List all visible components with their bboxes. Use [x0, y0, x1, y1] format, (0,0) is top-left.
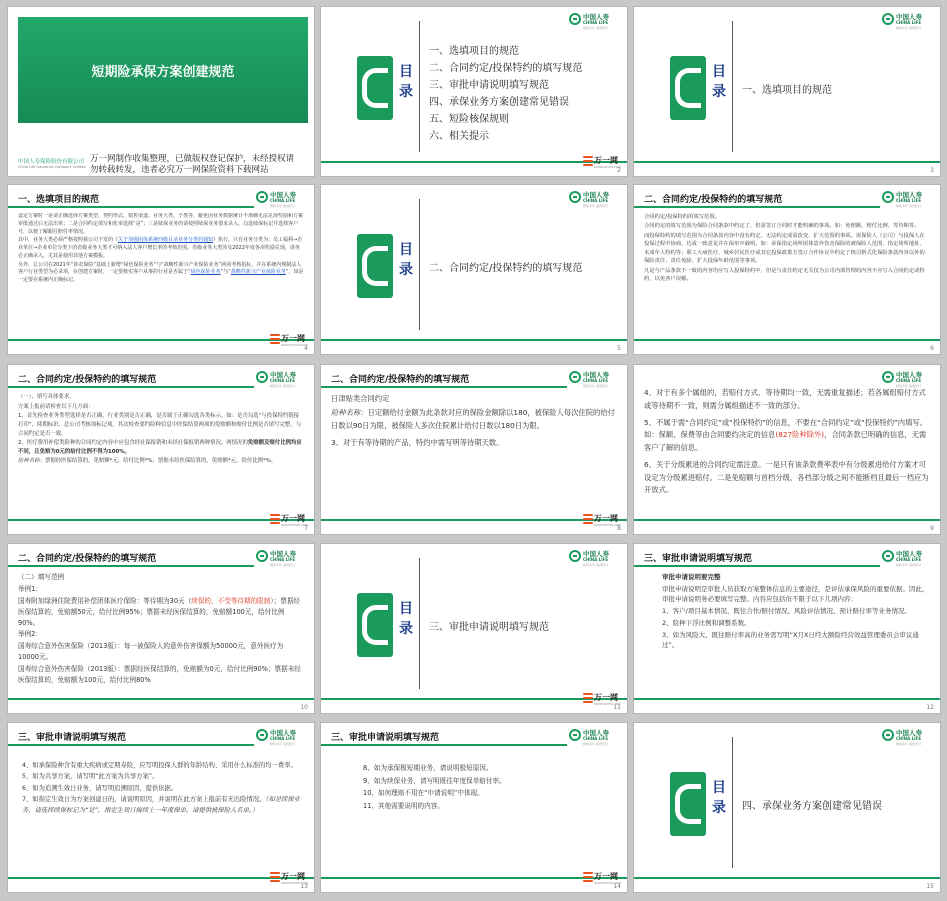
footer-rule [634, 877, 940, 879]
list-item: 11、其他需要说明的内容。 [363, 801, 444, 810]
toc-c-icon [670, 56, 706, 120]
paragraph: 审批申请说明是审批人员获取方案整体信息的主要途径，是评估承保风险的重要依据。因此，审批申请说明务必要填写完整。内容应包括但不限于以下几项内容： [662, 584, 929, 604]
wanyiwang-logo: 万一网 WWW.WY5W.COM [583, 155, 619, 170]
page-number: 12 [926, 704, 934, 711]
paragraph: 国寿附加绿洲住院费用补偿团体医疗保险：等待期为30天（续保的，不受等待期的限制）；票据经医保结算的，免赔额50元，给付比例95%；票据未经医保结算的，免赔额100元，给付比例90%。 [18, 596, 301, 627]
slide-13-content[interactable] [7, 722, 315, 893]
section-title: 三、审批申请说明填写规范 [429, 622, 549, 633]
footer-rule [8, 519, 314, 521]
slide-header: 二、合同约定/投保特约的填写规范 [8, 365, 314, 391]
china-life-logo: 中国人寿 CHINA LIFE 相知多年 值得托付 [882, 189, 934, 211]
slide-header: 二、合同约定/投保特约的填写规范 [8, 544, 314, 570]
slide-6-content[interactable] [633, 184, 941, 355]
toc-c-icon [357, 56, 393, 120]
slide-body [662, 572, 930, 695]
slide-11-section[interactable] [320, 543, 628, 714]
china-life-logo: 中国人寿 CHINA LIFE 相知多年 值得托付 [569, 189, 621, 211]
page-number: 14 [613, 883, 621, 890]
toc-item[interactable]: 三、审批申请说明填写规范 [429, 80, 549, 91]
paragraph: 凡是与产品条款不一致的内容均应写入投保特约中，但是与责任约定无关仅为公司内部管理的内容不应写入合同约定或特约，以免客户误解。 [644, 267, 925, 283]
china-life-logo: 中国人寿 CHINA LIFE 相知多年 值得托付 [569, 548, 621, 570]
slide-body [331, 393, 617, 516]
company-name: 中国人寿保险股份有限公司 [18, 159, 85, 165]
page-number: 8 [617, 525, 621, 532]
toc-heading: 目录 [712, 780, 726, 816]
toc-heading: 目录 [712, 64, 726, 100]
slide-body [18, 393, 304, 516]
wanyiwang-logo: 万一网 WWW.WY5W.COM [270, 333, 306, 348]
company-name-en: China Life Insurance Company Limited [18, 165, 86, 169]
toc-item[interactable]: 五、短险核保规则 [429, 114, 509, 125]
china-life-logo: 中国人寿 CHINA LIFE 相知多年 值得托付 [882, 548, 934, 570]
china-life-logo: 中国人寿 CHINA LIFE 相知多年 值得托付 [256, 369, 308, 391]
slide-4-content[interactable] [7, 184, 315, 355]
footer-rule [634, 161, 940, 163]
divider [419, 21, 420, 152]
wanyiwang-logo: 万一网 WWW.WY5W.COM [270, 871, 306, 886]
slide-2-toc[interactable] [320, 6, 628, 177]
page-number: 13 [300, 883, 308, 890]
footer-rule [634, 698, 940, 700]
paragraph: （二）填写范例 [18, 573, 65, 581]
footer-rule [8, 877, 314, 879]
slide-header: 二、合同约定/投保特约的填写规范 [634, 185, 940, 211]
toc-heading: 目录 [399, 601, 413, 637]
paragraph: 6、如为追溯生效日业务，请写明追溯原因，提供依据。 [22, 784, 178, 792]
paragraph: 2、医疗费用补偿类险种的合同约定内容中应包含经社保报销和未经社保报销两种情况，两情况的免赔额及赔付比例均应不同，且免赔为0元的给付比例不得为100%。 [18, 440, 302, 455]
page-number: 7 [304, 525, 308, 532]
slide-header: 一、选填项目的规范 [8, 185, 314, 211]
footer-rule [321, 161, 627, 163]
china-life-logo: 中国人寿 CHINA LIFE 相知多年 值得托付 [882, 369, 934, 391]
slide-3-section[interactable] [633, 6, 941, 177]
china-life-logo: 中国人寿 CHINA LIFE 相知多年 值得托付 [882, 11, 934, 33]
page-number: 9 [930, 525, 934, 532]
slide-body [22, 761, 304, 874]
wanyiwang-logo: 万一网 WWW.WY5W.COM [583, 871, 619, 886]
paragraph: 其中，业务大类必须严格按照我公司下发的《关于加强团体系统四级目录业务分类的通知》执行，只有业务分类为：员工福利→企业单位→企业单位分类下的省级业务大类才可纳入法人客户增长率的考核范围。省级业务大类涉及2022年度各项奖励兑现，请务必正确录入，尤其是使用其他方案模板。 [18, 237, 303, 259]
page-number: 2 [617, 167, 621, 174]
paragraph: 国寿综合意外伤害保险（2013版）：每一被保险人的意外伤害保额为50000元，意外医疗为10000元。 [18, 642, 284, 662]
page-number: 10 [300, 704, 308, 711]
slide-body [18, 572, 304, 695]
china-life-logo: 中国人寿 CHINA LIFE 相知多年 值得托付 [569, 727, 621, 749]
page-number: 11 [613, 704, 621, 711]
paragraph: 1、客户/项目基本情况、既往合作/赔付情况、风险评估情况、预计赔付率等业务情况。 [662, 607, 912, 616]
paragraph: 2、险种下浮比例和调整系数。 [662, 618, 751, 627]
divider [419, 558, 420, 689]
china-life-logo: 中国人寿 CHINA LIFE 相知多年 值得托付 [569, 369, 621, 391]
footer-rule [634, 519, 940, 521]
paragraph: 7、如指定生效日为方案创建日的，请说明原因，并说明在此方案上报前有无出险情况。（如是续保业务，请选择续保标记为“是”，指定生效日接续上一年度保单，请提供被保险人名单。） [22, 796, 300, 814]
footer-rule [321, 339, 627, 341]
slide-body [363, 763, 617, 874]
china-life-logo: 中国人寿 CHINA LIFE 相知多年 值得托付 [256, 727, 308, 749]
list-item: 9、如为续保业务，请写明既往年度保单赔付率。 [363, 776, 506, 785]
divider [732, 737, 733, 868]
paragraph: 险种名称：日定额给付金额为此条款对应的保险金额除以180，被保险人每次住院的给付日数以90日为限，被保险人多次住院累计给付日数以180日为限。 [331, 407, 615, 430]
paragraph: 3、对于有等待期的产品，特约中需写明等待期天数。 [331, 438, 504, 448]
paragraph: 6、关于分级累进的合同约定需注意。一是只有该条款费率表中有分级累进给付方案才可设定为分级累进赔付。二是免赔额与首档分级、各档部分级之间不能断档且最后一档应为开放式。 [644, 459, 929, 495]
paragraph: 险种名称：票据经医保结算的，免赔额*元，给付比例*%；票据未经医保结算的，免赔额*元，给付比例*%。 [18, 458, 277, 465]
list-item: 8、如为承保极短期业务，请说明极短原因。 [363, 764, 493, 772]
paragraph: 1、首先检查业务类型选择是否正确，行业类别是否正确，是否属于正确勾选各类标示。如：是否勾选“与投保特约链接打印”、续期标识、总公司考核项标记项。其次检查要约险种信息中医保结算两项的免赔额和赔付比例是否填写完整，与合同约定是否一致。 [18, 413, 302, 437]
footer-rule [634, 339, 940, 341]
paragraph: 5、不属于需“合同约定”或“投保特约”的信息，不要在“合同约定”或“投保特约”内填写。如：保额、保费等由合同要约决定的信息(827险种除外)，合同条款已明确的信息，无需客户了解的信息。 [644, 417, 927, 453]
footer-rule [321, 877, 627, 879]
footer-rule [8, 339, 314, 341]
page-number: 3 [930, 167, 934, 174]
section-title: 二、合同约定/投保特约的填写规范 [429, 263, 583, 274]
toc-heading: 目录 [399, 242, 413, 278]
notice-link[interactable]: 关于加强团体系统四级目录业务分类的通知 [118, 237, 214, 244]
paragraph: 日津贴类合同约定 [331, 394, 390, 403]
section-title: 一、选填项目的规范 [742, 85, 832, 96]
paragraph: 另外，总公司在2021年“涉农保险”基础上新增“绿色保险业务”与“战略性新兴产业保险业务”两项考核指标，并在系统内规制法人客户行业类型为必录项，在创建方案时，一定要核实客户从事的行业是否属于“绿色保险业务”与“战略性新兴产业保险业务”，如是一定要在系统内正确标记。 [18, 261, 304, 283]
slide-12-content[interactable] [633, 543, 941, 714]
paragraph: 方案上报前请检查以下几方面： [18, 403, 94, 410]
slide-body [644, 387, 930, 516]
slide-9-content[interactable] [633, 364, 941, 535]
paragraph: 5、如为共享方案，请写明“此方案为共享方案”。 [22, 773, 159, 781]
paragraph: 举例2： [18, 630, 42, 639]
paragraph: 审批申请说明要完整 [662, 573, 721, 581]
toc-list [429, 43, 582, 145]
divider [732, 21, 733, 152]
slide-header: 二、合同约定/投保特约的填写规范 [321, 365, 627, 391]
slide-body [644, 213, 930, 336]
paragraph: 4、如承保险种含有重大疾病或定期寿险，应写明投保人群的年龄结构、采用什么标准的均一费率。 [22, 762, 297, 769]
copyright-note: 万一网制作收集整理，已做版权登记保护，未经授权请勿转载转发，违者必究万一网保险资料下载网站 [90, 154, 295, 176]
wanyiwang-logo: 万一网 WWW.WY5W.COM [583, 692, 619, 707]
section-title: 四、承保业务方案创建常见错误 [742, 801, 882, 812]
divider [419, 199, 420, 330]
slide-1-cover[interactable] [7, 6, 315, 177]
paragraph: 而投保特约的填写范围为合同条款内容中没有约定，无法约定或需改变、扩大范围的事项。需保险人（公司）与投保人在投保过程中协商，达成一致意见并在保单中载明。如：承保指定场所团体意外伤害保险的被保险人范围、指定场所地址、未成年人特约等；职工大病医疗、城乡居民医疗或其它投保政策方签订合作协议中约定了核司格式化保险条款内容以外的保险责任、责任免除、扩大投保年龄范围等事项。 [644, 232, 925, 265]
footer-rule [321, 519, 627, 521]
paragraph: 合同约定的填写范围为保险合同条款中约定了，但需签订合同时才能明确的事项。如：免赔额、赔付比例、等待期等。 [644, 223, 920, 230]
toc-c-icon [357, 234, 393, 298]
slide-header: 三、审批申请说明填写规范 [634, 544, 940, 570]
slide-5-section[interactable] [320, 184, 628, 355]
toc-item[interactable]: 二、合同约定/投保特约的填写规范 [429, 63, 583, 74]
toc-c-icon [357, 593, 393, 657]
green-insurance-link[interactable]: 绿色保险业务 [190, 269, 221, 276]
paragraph: 合同约定/投保特约的填写范围。 [644, 214, 720, 220]
paragraph: （一）、填写具体要求。 [18, 394, 75, 400]
slide-7-content[interactable] [7, 364, 315, 535]
wanyiwang-logo: 万一网 WWW.WY5W.COM [583, 513, 619, 528]
page-number: 4 [304, 345, 308, 352]
toc-item[interactable]: 六、相关提示 [429, 131, 489, 142]
list-item: 10、如何理赔不用在“申请说明”中体现。 [363, 789, 484, 798]
slide-header: 三、审批申请说明填写规范 [8, 723, 314, 749]
cover-title: 短期险承保方案创建规范 [91, 65, 235, 80]
slide-10-content[interactable] [7, 543, 315, 714]
slide-15-section[interactable] [633, 722, 941, 893]
page-number: 6 [930, 345, 934, 352]
china-life-logo: 中国人寿 CHINA LIFE 相知多年 值得托付 [256, 189, 308, 211]
toc-heading: 目录 [399, 64, 413, 100]
paragraph: 国寿综合意外伤害保险（2013版）：票据经医保结算的，免赔额为0元，给付比例90%；票据未经医保结算的，免赔额为100元，给付比例80% [18, 665, 301, 684]
china-life-logo: 中国人寿 CHINA LIFE 相知多年 值得托付 [882, 727, 934, 749]
slide-14-content[interactable] [320, 722, 628, 893]
wanyiwang-logo: 万一网 WWW.WY5W.COM [270, 513, 306, 528]
toc-item[interactable]: 一、选填项目的规范 [429, 46, 519, 57]
toc-c-icon [670, 772, 706, 836]
footer-rule [321, 698, 627, 700]
paragraph: 设定方案时一是请正确选择方案类型，契约形式、销售渠道、业务大类、子类等，避免因业务数据统计不准确无法兑现奖励和方案审批通过后无法出单；二是合同约定填写和化审选择“是”；三是续保业务的请按照续保业务要求录入，勾选续保标记并选择客户号，以便了解跟往赔付率情况。 [18, 213, 304, 235]
slide-body [18, 213, 304, 336]
page-number: 5 [617, 345, 621, 352]
paragraph: 举例1： [18, 584, 42, 593]
toc-item[interactable]: 四、承保业务方案创建常见错误 [429, 97, 569, 108]
page-number: 15 [926, 883, 934, 890]
cover-banner [18, 17, 308, 123]
paragraph: 4、对于有多个属组的，若赔付方式、等待期均一致，无需重复描述；若各属组赔付方式或等待期不一致，则需分属组描述不一致的部分。 [644, 388, 926, 410]
china-life-logo: 中国人寿 CHINA LIFE 相知多年 值得托付 [256, 548, 308, 570]
slide-header: 三、审批申请说明填写规范 [321, 723, 627, 749]
strategic-industry-link[interactable]: 战略性新兴产业保险业务 [230, 269, 286, 276]
footer-rule [8, 698, 314, 700]
china-life-logo: 中国人寿 CHINA LIFE 相知多年 值得托付 [569, 11, 621, 33]
slide-8-content[interactable] [320, 364, 628, 535]
paragraph: 3、如为风险大、既往赔付率高的业务需写明“X月X日经大额险经营效益管理委员会审议通过”。 [662, 630, 919, 650]
